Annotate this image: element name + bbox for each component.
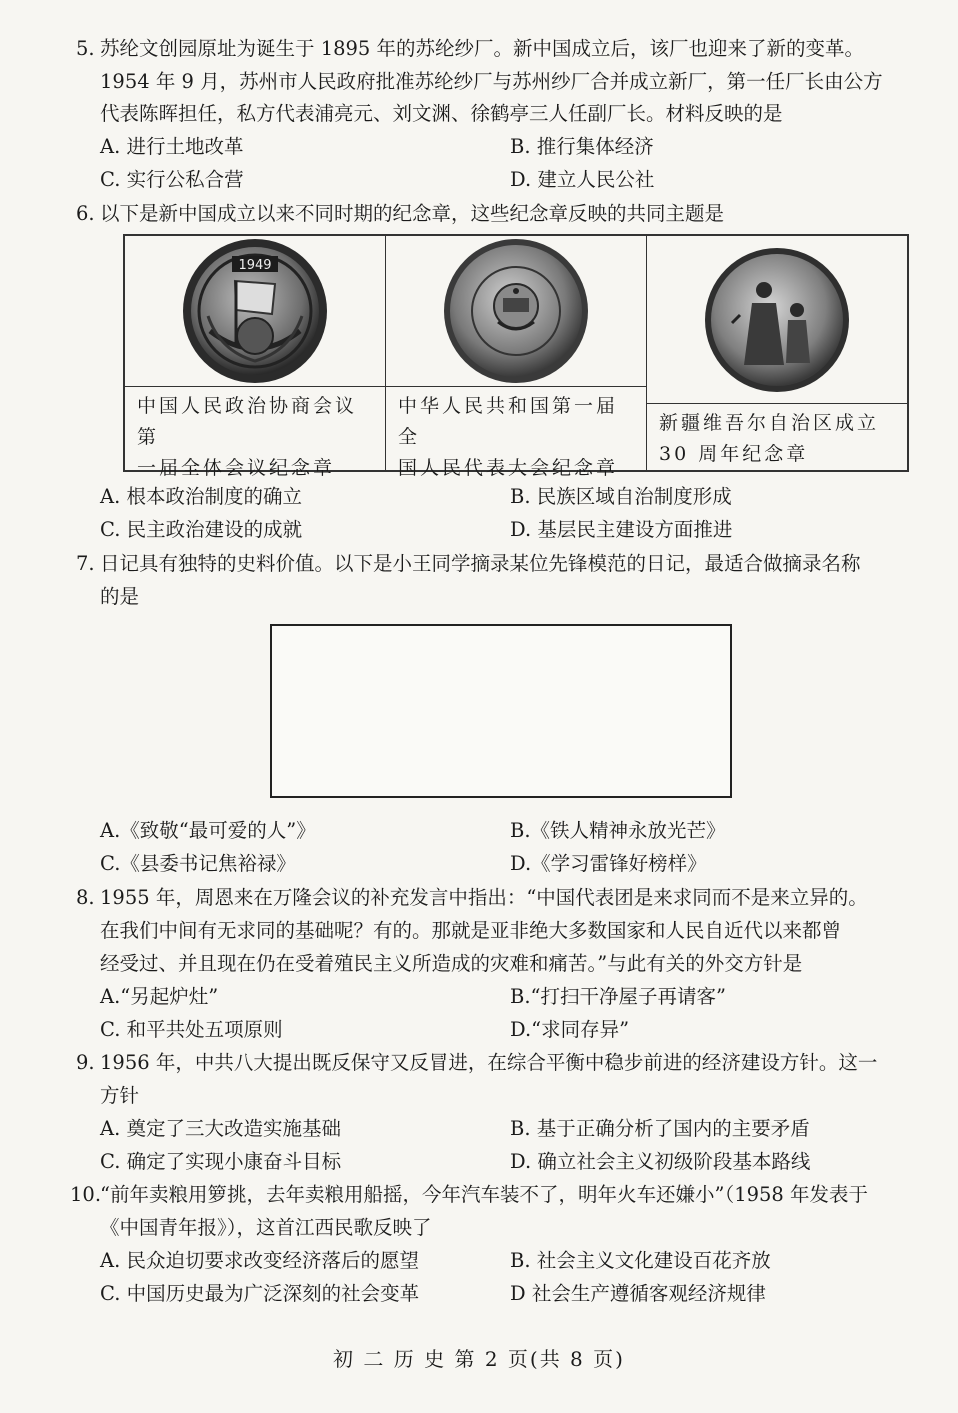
option-d[interactable]: D.“求同存异”	[510, 1018, 630, 1041]
medal-npc-icon	[441, 236, 591, 386]
option-b[interactable]: B. 推行集体经济	[510, 135, 654, 158]
option-a[interactable]: A. 进行土地改革	[100, 135, 244, 158]
option-b[interactable]: B.“打扫干净屋子再请客”	[510, 985, 726, 1008]
option-d[interactable]: D 社会生产遵循客观经济规律	[510, 1282, 766, 1305]
medal-table	[123, 234, 909, 479]
medal-image-cppcc	[125, 236, 385, 387]
question-text-line: 苏纶文创园原址为诞生于 1895 年的苏纶纱厂。新中国成立后，该厂也迎来了新的变革。	[100, 37, 865, 60]
option-d[interactable]: D. 确立社会主义初级阶段基本路线	[510, 1150, 811, 1173]
question-text-line: 以下是新中国成立以来不同时期的纪念章，这些纪念章反映的共同主题是	[100, 202, 725, 225]
option-c[interactable]: C. 实行公私合营	[100, 168, 244, 191]
question-number: 9.	[76, 1051, 95, 1074]
option-b[interactable]: B. 社会主义文化建设百花齐放	[510, 1249, 771, 1272]
question-number: 8.	[76, 886, 95, 909]
medal-cell-xinjiang	[647, 236, 907, 470]
medal-caption-line: 新疆维吾尔自治区成立	[659, 412, 880, 434]
option-c[interactable]: C. 民主政治建设的成就	[100, 518, 303, 541]
question-text-line: 《中国青年报》），这首江西民歌反映了	[100, 1216, 432, 1239]
option-a[interactable]: A.“另起炉灶”	[100, 985, 219, 1008]
option-b[interactable]: B. 基于正确分析了国内的主要矛盾	[510, 1117, 810, 1140]
option-b[interactable]: B. 民族区域自治制度形成	[510, 485, 732, 508]
question-text-line: 经受过、并且现在仍在受着殖民主义所造成的灾难和痛苦。”与此有关的外交方针是	[100, 952, 803, 975]
option-d[interactable]: D. 基层民主建设方面推进	[510, 518, 733, 541]
medal-caption	[647, 404, 907, 470]
option-a[interactable]: A. 根本政治制度的确立	[100, 485, 302, 508]
option-d[interactable]: D.《学习雷锋好榜样》	[510, 852, 707, 875]
question-text-line: 代表陈晖担任，私方代表浦亮元、刘文渊、徐鹤亭三人任副厂长。材料反映的是	[100, 102, 783, 125]
option-a[interactable]: A. 奠定了三大改造实施基础	[100, 1117, 341, 1140]
question-number: 10.	[70, 1183, 102, 1206]
medal-image-npc	[386, 236, 646, 387]
medal-caption-line: 30 周年纪念章	[659, 443, 809, 465]
page-footer: 初 二 历 史 第 2 页(共 8 页)	[333, 1347, 625, 1371]
option-c[interactable]: C. 确定了实现小康奋斗目标	[100, 1150, 342, 1173]
option-a[interactable]: A.《致敬“最可爱的人”》	[100, 819, 316, 842]
question-text-line: 方针	[100, 1084, 140, 1107]
option-c[interactable]: C.《县委书记焦裕禄》	[100, 852, 296, 875]
diary-excerpt-box	[270, 624, 732, 798]
option-c[interactable]: C. 中国历史最为广泛深刻的社会变革	[100, 1282, 420, 1305]
question-text-line: 1954 年 9 月，苏州市人民政府批准苏纶纱厂与苏州纱厂合并成立新厂，第一任厂长由公方	[100, 70, 883, 93]
question-number: 7.	[76, 552, 95, 575]
question-number: 5.	[76, 37, 95, 60]
option-d[interactable]: D. 建立人民公社	[510, 168, 655, 191]
medal-cell-cppcc	[125, 236, 386, 479]
medal-cppcc-icon	[180, 236, 330, 386]
question-text-line: 的是	[100, 585, 140, 608]
medal-caption	[125, 387, 385, 484]
medal-caption-line: 中国人民政治协商会议第	[137, 395, 358, 448]
medal-cell-npc	[386, 236, 647, 479]
medal-caption-line: 中华人民共和国第一届全	[398, 395, 619, 448]
medal-year-text: 1949	[238, 258, 272, 273]
question-text-line: 1955 年，周恩来在万隆会议的补充发言中指出：“中国代表团是来求同而不是来立异的。	[100, 886, 868, 909]
medal-caption-line: 国人民代表大会纪念章	[398, 457, 619, 479]
question-text-line: 1956 年，中共八大提出既反保守又反冒进，在综合平衡中稳步前进的经济建设方针。这一	[100, 1051, 878, 1074]
question-text-line: 在我们中间有无求同的基础呢？有的。那就是亚非绝大多数国家和人民自近代以来都曾	[100, 919, 842, 942]
medal-image-xinjiang	[647, 236, 907, 404]
medal-caption-line: 一届全体会议纪念章	[137, 457, 336, 479]
option-c[interactable]: C. 和平共处五项原则	[100, 1018, 283, 1041]
medal-xinjiang-icon	[702, 245, 852, 395]
question-text-line: “前年卖粮用箩挑，去年卖粮用船摇，今年汽车装不了，明年火车还嫌小”（1958 年发表于	[100, 1183, 869, 1206]
question-text-line: 日记具有独特的史料价值。以下是小王同学摘录某位先锋模范的日记，最适合做摘录名称	[100, 552, 861, 575]
option-b[interactable]: B.《铁人精神永放光芒》	[510, 819, 726, 842]
medal-caption	[386, 387, 646, 484]
option-a[interactable]: A. 民众迫切要求改变经济落后的愿望	[100, 1249, 419, 1272]
question-number: 6.	[76, 202, 95, 225]
